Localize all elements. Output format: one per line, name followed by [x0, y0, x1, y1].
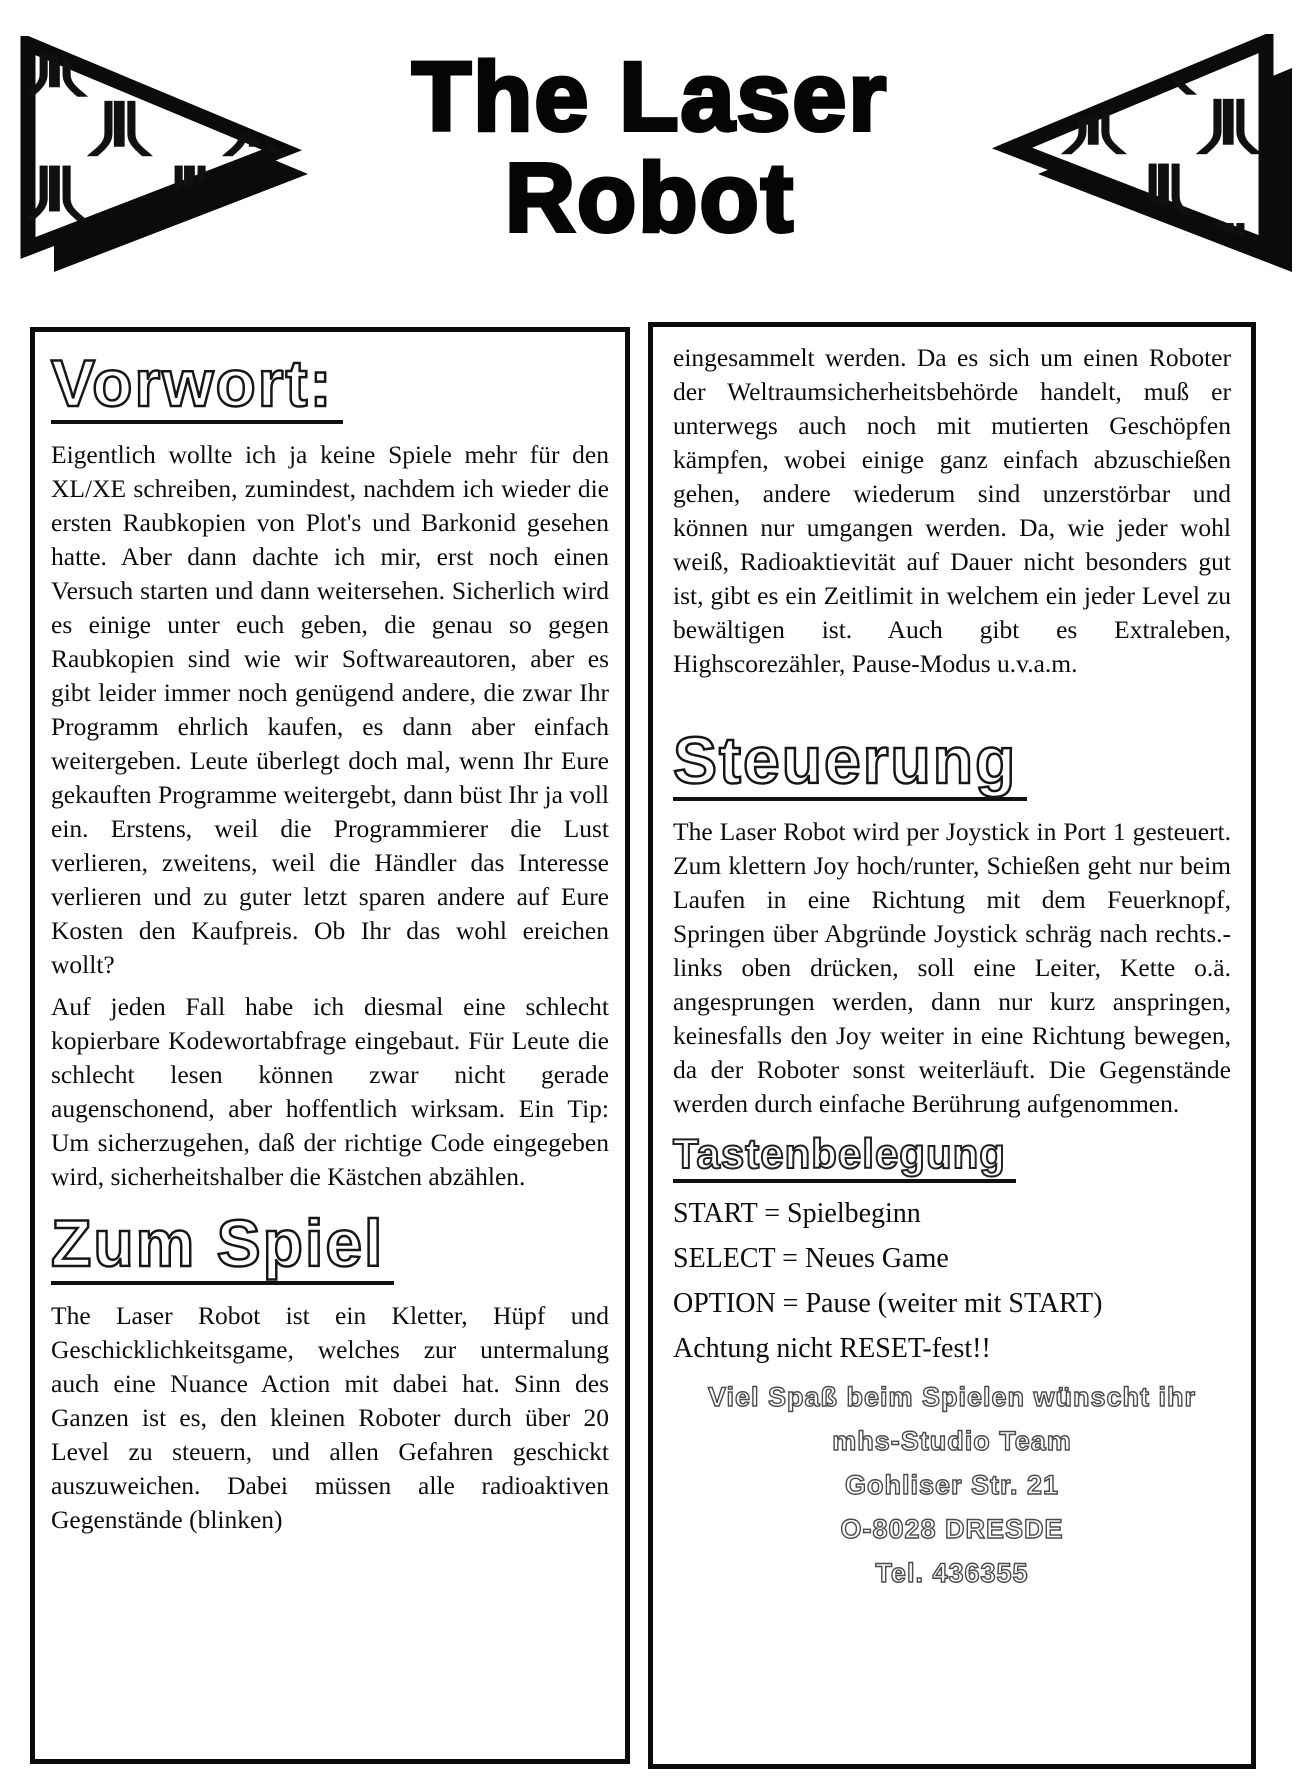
- paragraph-continuation: eingesammelt werden. Da es sich um einen Roboter der Weltraumsicherheitsbehörde handelt, muß er unterwegs auch noch mit mutierten Geschöpfen kämpfen, wobei einige ganz einfach abzuschießen gehen, andere wiederum sind unzerstörbar und können nur umgangen werden. Da, wie jeder wohl weiß, Radioaktievität auf Dauer nicht besonders gut ist, gibt es ein Zeitlimit in welchem ein jeder Level zu bewältigen ist. Auch gibt es Extraleben, Highscorezähler, Pause-Modus u.v.a.m.: [673, 343, 1231, 678]
- heading-tastenbelegung: Tastenbelegung: [673, 1131, 1016, 1183]
- paragraph-vorwort-intro: Eigentlich wollte ich ja keine Spiele mehr für den XL/XE schreiben, zumindest, nachdem ich wieder die ersten Raubkopien von Plot's und Barkonid gesehen hatte. Aber dann dachte ich mir, erst noch einen Versuch starten und dann weitersehen. Sicherlich wird es einige unter euch geben, die genau so gegen Raubkopien sind wie wir Softwareautoren, aber es gibt leider immer noch genügend andere, die zwar Ihr Programm ehrlich kaufen, es dann aber einfach weitergeben. Leute überlegt doch mal, wenn Ihr Eure gekauften Programme weitergebt, dann büst Ihr ja voll ein. Erstens, weil die Programmierer die Lust verlieren, zweitens, weil die Händler das Interesse verlieren und zu guter letzt sparen andere auf Eure Kosten den Kaufpreis. Ob Ihr das wohl ereichen wollt?: [51, 440, 609, 980]
- page-title: [290, 42, 1010, 252]
- footer-phone-line: Tel. 436355: [875, 1558, 1029, 1589]
- heading-steuerung-wrap: [673, 725, 1231, 801]
- paragraph-kodewort: Auf jeden Fall habe ich diesmal eine schlecht kopierbare Kodewortabfrage eingebaut. Für Leute die schlecht lesen können zwar nicht gerade augenschonend, aber hoffentlich wirksam. Ein Tip: Um sicherzugehen, daß der richtige Code eingegeben wird, sicherheitshalber die Kästchen abzählen.: [51, 992, 609, 1192]
- heading-vorwort: Vorwort:: [51, 348, 343, 424]
- atari-fuji-triangle-right-icon: [992, 34, 1296, 299]
- footer-team-line: mhs-Studio Team: [832, 1426, 1072, 1457]
- heading-zum-spiel: Zum Spiel: [51, 1208, 394, 1284]
- keybinding-reset-note: Achtung nicht RESET-fest!!: [673, 1333, 991, 1365]
- footer-street-line: Gohliser Str. 21: [844, 1470, 1060, 1501]
- paragraph-steuerung: The Laser Robot wird per Joystick in Port 1 gesteuert. Zum klettern Joy hoch/runter, Schießen geht nur beim Laufen in eine Richtung mit dem Feuerknopf, Springen über Abgründe Joystick schräg nach rechts.-links oben drücken, soll eine Leiter, Kette o.ä. angesprungen werden, dann nur kurz anspringen, keinesfalls den Joy weiter in eine Richtung bewegen, da der Roboter sonst weiterläuft. Die Gegenstände werden durch einfache Berührung aufgenommen.: [673, 817, 1231, 1119]
- heading-steuerung: Steuerung: [673, 725, 1027, 801]
- keybinding-start: START = Spielbeginn: [673, 1198, 921, 1230]
- footer-city-line: O-8028 DRESDE: [840, 1514, 1064, 1545]
- footer-wish-line: Viel Spaß beim Spielen wünscht ihr: [707, 1382, 1197, 1413]
- heading-zum-spiel-wrap: [51, 1208, 609, 1284]
- keybinding-select: SELECT = Neues Game: [673, 1243, 949, 1275]
- heading-tastenbelegung-wrap: [673, 1131, 1231, 1183]
- paragraph-zum-spiel: The Laser Robot ist ein Kletter, Hüpf und Geschicklichkeitsgame, welches zur untermalung auch eine Nuance Action mit dabei hat. Sinn des Ganzen ist es, den kleinen Roboter durch über 20 Level zu steuern, und allen Gefahren geschickt auszuweichen. Dabei müssen alle radioaktiven Gegenstände (blinken): [51, 1300, 609, 1534]
- keybinding-option: OPTION = Pause (weiter mit START): [673, 1288, 1103, 1320]
- left-column-box: [30, 327, 630, 1764]
- page-title-line2: Robot: [504, 143, 796, 252]
- right-column-box: [648, 322, 1256, 1769]
- publisher-footer: [673, 1375, 1231, 1595]
- page-title-line1: The Laser: [411, 42, 889, 151]
- atari-fuji-triangle-left-icon: [18, 36, 323, 296]
- heading-vorwort-wrap: [51, 348, 609, 424]
